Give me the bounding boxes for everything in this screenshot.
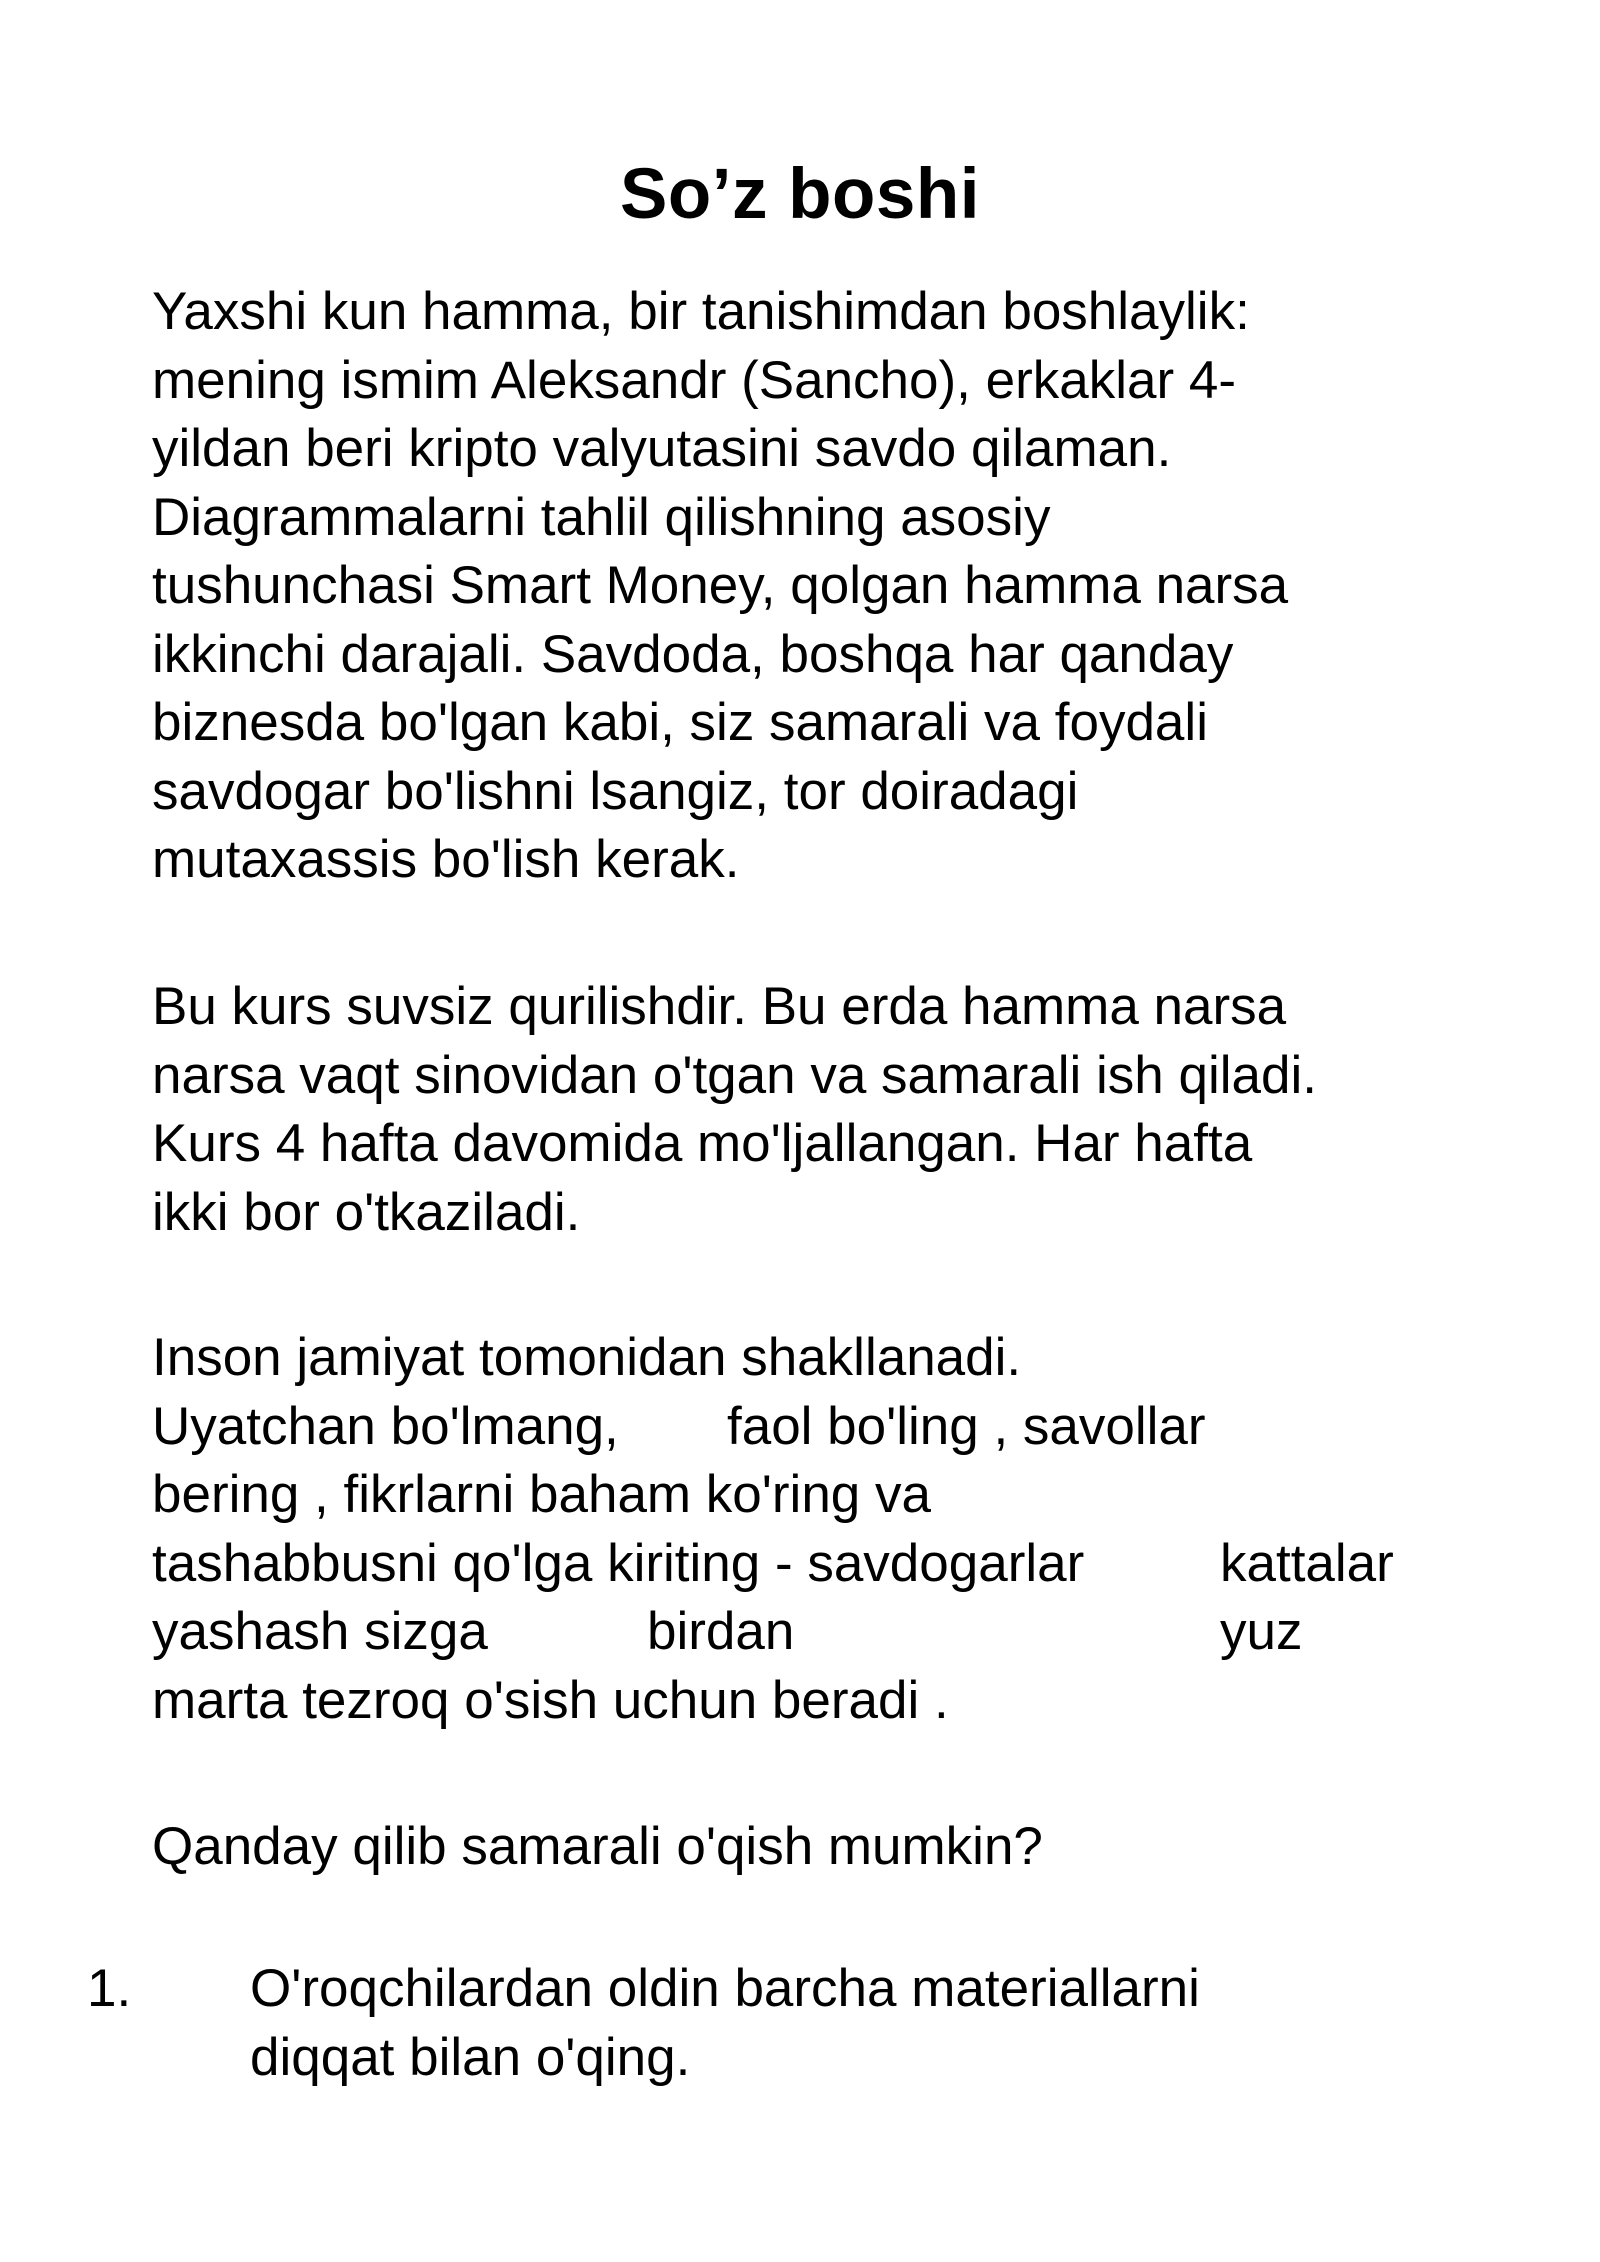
paragraph-line: savdogar bo'lishni lsangiz, tor doiradagi: [152, 761, 1079, 821]
list-number: 1.: [87, 1959, 132, 2018]
intro-paragraph: [152, 278, 1472, 895]
line-segment: birdan: [647, 1602, 795, 1661]
paragraph-line: bering , fikrlarni baham ko'ring va: [152, 1465, 931, 1524]
paragraph-line: mutaxassis bo'lish kerak.: [152, 830, 740, 889]
question-line: Qanday qilib samarali o'qish mumkin?: [152, 1817, 1043, 1876]
paragraph-line: narsa vaqt sinovidan o'tgan va samarali ish qiladi.: [152, 1045, 1317, 1105]
paragraph-line: Inson jamiyat tomonidan shakllanadi.: [152, 1328, 1022, 1387]
line-segment: faol bo'ling , savollar: [727, 1396, 1206, 1456]
paragraph-line: Kurs 4 hafta davomida mo'ljallangan. Har hafta: [152, 1114, 1253, 1173]
question-heading: [152, 1813, 1472, 1882]
paragraph-line: mening ismim Aleksandr (Sancho), erkaklar 4-: [152, 350, 1236, 410]
page-title: So’z boshi: [620, 155, 980, 234]
list-line: O'roqchilardan oldin barcha materiallarni: [250, 1959, 1200, 2018]
paragraph-line: Yaxshi kun hamma, bir tanishimdan boshlaylik:: [152, 282, 1250, 341]
line-segment: kattalar: [1220, 1533, 1394, 1593]
paragraph-line: tushunchasi Smart Money, qolgan hamma narsa: [152, 556, 1289, 615]
society-paragraph: [152, 1324, 1472, 1735]
course-paragraph: [152, 973, 1472, 1247]
paragraph-line: Bu kurs suvsiz qurilishdir. Bu erda hamma narsa: [152, 977, 1287, 1036]
paragraph-line: [152, 1393, 1472, 1462]
list-line: diqqat bilan o'qing.: [250, 2027, 691, 2087]
paragraph-line: biznesda bo'lgan kabi, siz samarali va foydali: [152, 693, 1208, 752]
paragraph-line: [152, 1598, 1472, 1667]
line-segment: yuz: [1220, 1602, 1303, 1661]
paragraph-line: ikki bor o'tkaziladi.: [152, 1182, 581, 1242]
line-segment: Uyatchan bo'lmang,: [152, 1396, 619, 1456]
line-segment: tashabbusni qo'lga kiriting - savdogarlar: [152, 1533, 1085, 1593]
paragraph-line: yildan beri kripto valyutasini savdo qilaman.: [152, 419, 1172, 478]
paragraph-line: [152, 1530, 1472, 1599]
paragraph-line: Diagrammalarni tahlil qilishning asosiy: [152, 487, 1051, 547]
line-segment: yashash sizga: [152, 1602, 488, 1661]
paragraph-line: ikkinchi darajali. Savdoda, boshqa har qanday: [152, 624, 1234, 684]
list-item-text: [250, 1955, 1200, 2092]
paragraph-line: marta tezroq o'sish uchun beradi .: [152, 1670, 949, 1730]
